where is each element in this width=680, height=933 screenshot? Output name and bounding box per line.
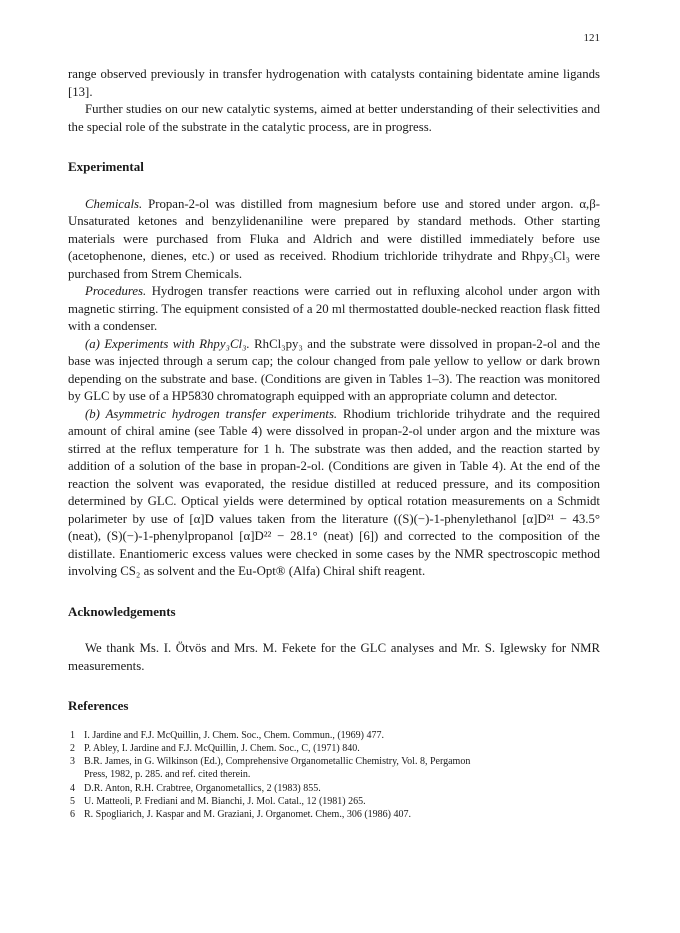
reference-text: I. Jardine and F.J. McQuillin, J. Chem. Soc., Chem. Commun., (1969) 477.	[84, 729, 385, 741]
intro-paragraph-2: Further studies on our new catalytic systems, aimed at better understanding of their selectivities and the special role of the substrate in the catalytic process, are in progress.	[68, 102, 600, 134]
reference-text: P. Abley, I. Jardine and F.J. McQuillin, J. Chem. Soc., C, (1971) 840.	[84, 742, 360, 754]
part-a-lead: (a) Experiments with Rhpy₃Cl₃.	[85, 336, 250, 351]
reference-text-continued: Press, 1982, p. 285. and ref. cited therein.	[84, 769, 251, 781]
reference-text: B.R. James, in G. Wilkinson (Ed.), Comprehensive Organometallic Chemistry, Vol. 8, Pergamon	[84, 756, 471, 768]
reference-text: D.R. Anton, R.H. Crabtree, Organometallics, 2 (1983) 855.	[84, 782, 321, 794]
procedures-text: Hydrogen transfer reactions were carried out in refluxing alcohol under argon with magnetic stirring. The equipment consisted of a 20 ml thermostatted double-necked reaction flask fitted with a condenser.	[68, 284, 600, 333]
acknowledgements-text: We thank Ms. I. Ötvös and Mrs. M. Fekete for the GLC analyses and Mr. S. Iglewsky for NMR measurements.	[68, 641, 600, 673]
reference-number: 4	[70, 782, 75, 794]
reference-item	[68, 729, 600, 742]
part-a-text: RhCl₃py₃ and the substrate were dissolved in propan-2-ol and the base was injected through a serum cap; the colour changed from pale yellow to yellow or dark brown depending on the substrate and base. (Conditions are given in Tables 1–3). The reaction was monitored by GLC by use of a HP5830 chromatograph equipped with an appropriate column and detector.	[68, 336, 601, 403]
procedures-paragraph	[68, 283, 600, 336]
article-body	[68, 66, 600, 822]
experimental-heading: Experimental	[68, 159, 144, 174]
chemicals-paragraph	[68, 196, 600, 284]
reference-number: 6	[70, 809, 75, 821]
chemicals-lead: Chemicals.	[85, 196, 143, 211]
chemicals-text: Propan-2-ol was distilled from magnesium before use and stored under argon. α,β-Unsaturated ketones and benzylidenaniline were prepared by standard methods. Other starting materials were purchased from Fluka and Aldrich and were distilled immediately before use (acetophenone, dienes, etc.) or used as received. Rhodium trichloride trihydrate and Rhpy₃Cl₃ were purchased from Strem Chemicals.	[68, 196, 600, 281]
reference-list	[68, 729, 600, 822]
part-b-paragraph	[68, 406, 600, 581]
reference-number: 5	[70, 795, 75, 807]
acknowledgements-heading: Acknowledgements	[68, 603, 176, 619]
reference-item	[68, 808, 600, 821]
reference-number: 2	[70, 742, 75, 754]
part-a-paragraph	[68, 336, 600, 406]
reference-text: U. Matteoli, P. Frediani and M. Bianchi, J. Mol. Catal., 12 (1981) 265.	[84, 795, 366, 807]
reference-item	[68, 782, 600, 795]
reference-item	[68, 795, 600, 808]
page-number: 121	[583, 32, 600, 44]
reference-number: 3	[70, 756, 75, 768]
reference-item	[68, 755, 600, 782]
part-b-text: Rhodium trichloride trihydrate and the required amount of chiral amine (see Table 4) were dissolved in propan-2-ol under argon and the mixture was stirred at the reflux temperature for 1 h. The substrate was then added, and the reaction started by addition of a solution of the base in propan-2-ol. (Conditions are given in Table 4). At the end of the reaction the solvent was evaporated, the residue distilled at reduced pressure, and its composition determined by GLC. Optical yields were determined by optical rotation measurements on a Schmidt polarimeter by use of [α]D values taken from the literature ((S)(−)-1-phenylethanol [α]D²¹ − 43.5° (neat), (S)(−)-1-phenylpropanol [α]D²² − 28.1° (neat) [6]) and corrected to the composition of the distillate. Enantiomeric excess values were checked in some cases by the NMR spectroscopic method involving CS₂ as solvent and the Eu-Opt® (Alfa) Chiral shift reagent.	[68, 406, 600, 578]
references-heading: References	[68, 698, 129, 713]
procedures-lead: Procedures.	[85, 284, 147, 298]
part-b-lead: (b) Asymmetric hydrogen transfer experiments.	[85, 406, 338, 421]
reference-text: R. Spogliarich, J. Kaspar and M. Graziani, J. Organomet. Chem., 306 (1986) 407.	[84, 809, 411, 821]
reference-number: 1	[70, 729, 75, 741]
reference-item	[68, 742, 600, 755]
intro-paragraph-1: range observed previously in transfer hydrogenation with catalysts containing bidentate amine ligands [13].	[68, 67, 600, 99]
